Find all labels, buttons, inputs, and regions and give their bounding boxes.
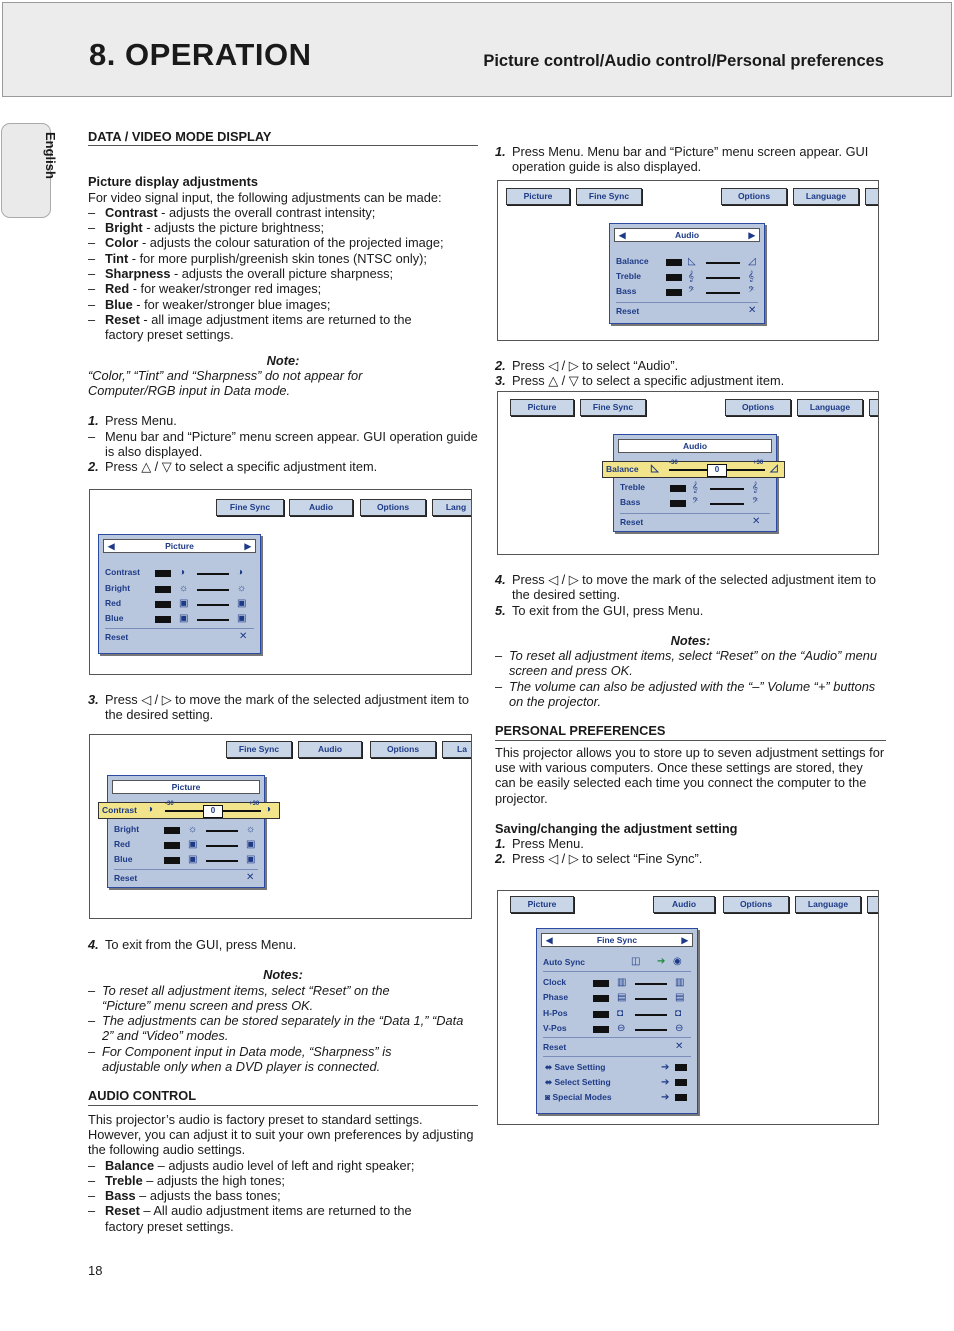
menu-item-select-setting: ⬌ Select Setting — [545, 1077, 611, 1087]
tab-picture: Picture — [506, 188, 570, 205]
arrow-right-icon: ➔ — [661, 1062, 670, 1073]
bright-icon: ☼ — [179, 583, 189, 594]
adjust-item: – Tint - for more purplish/greenish skin tones (NTSC only); — [88, 251, 478, 266]
menu-item-treble: Treble — [620, 482, 646, 492]
adjust-item: – Blue - for weaker/stronger blue images; — [88, 297, 478, 312]
note-item: – For Component input in Data mode, “Sharpness” is adjustable only when a DVD player is connected. — [88, 1044, 478, 1075]
subheading-saving: Saving/changing the adjustment setting — [495, 820, 738, 836]
menu-header: ◀ Audio ▶ — [614, 228, 760, 242]
page-number: 18 — [88, 1263, 103, 1278]
menu-item-blue: Blue — [114, 854, 133, 864]
tab-language: Lang — [432, 499, 472, 516]
p-step-2: 2. Press ◁ / ▷ to select “Fine Sync”. — [495, 851, 703, 867]
menu-item-phase: Phase — [543, 992, 569, 1002]
tab-picture: Picture — [510, 399, 574, 416]
fine-sync-menu — [536, 928, 698, 1114]
arrow-right-icon: ➔ — [657, 956, 666, 967]
tab-picture: Picture — [510, 896, 574, 913]
audio-item: – Treble – adjusts the high tones; — [88, 1173, 478, 1188]
contrast-icon: ◑ — [179, 567, 186, 578]
menu-header: Picture — [112, 780, 260, 794]
save-icon: ⬌ — [545, 1062, 555, 1072]
menu-item-reset: Reset — [105, 632, 129, 642]
audio-menu — [613, 434, 777, 532]
note-item: – To reset all adjustment items, select “Reset” on the “Picture” menu screen and press OK. — [88, 983, 478, 1014]
menu-item-special-modes: ◙ Special Modes — [545, 1092, 612, 1102]
red-icon: ▣ — [237, 598, 247, 609]
adjust-item: – Bright - adjusts the picture brightness; — [88, 220, 478, 235]
tab-extra — [865, 188, 879, 205]
section-personal-preferences: PERSONAL PREFERENCES — [495, 723, 886, 740]
step-3: 3. Press ◁ / ▷ to move the mark of the selected adjustment item to the desired setting. — [88, 692, 469, 723]
hpos-icon: ◘ — [675, 1008, 682, 1019]
tab-options: Options — [370, 741, 436, 758]
audio-menu — [609, 223, 765, 324]
hpos-icon: ◘ — [617, 1008, 624, 1019]
tab-language: Language — [795, 896, 861, 913]
menu-item-hpos: H-Pos — [543, 1008, 568, 1018]
treble-icon: 𝄞 — [692, 482, 698, 493]
tab-extra — [869, 399, 879, 416]
auto-sync-icon: ◫ — [631, 956, 641, 967]
red-icon: ▣ — [246, 839, 256, 850]
menu-header: Audio — [618, 439, 772, 453]
blue-icon: ▣ — [237, 613, 247, 624]
vpos-icon: ⊖ — [675, 1023, 684, 1034]
r-step-1: 1. Press Menu. Menu bar and “Picture” menu screen appear. GUI operation guide is also displayed. — [495, 144, 869, 175]
menu-item-red: Red — [114, 839, 131, 849]
intro-text: For video signal input, the following adjustments can be made: — [88, 189, 442, 205]
arrow-right-icon: ➔ — [661, 1077, 670, 1088]
menu-item-auto-sync: Auto Sync — [543, 957, 586, 967]
screenshot-picture-menu — [89, 489, 472, 675]
close-icon: ✕ — [239, 631, 248, 642]
clock-icon: ▥ — [675, 977, 685, 988]
adjust-item: – Color - adjusts the colour saturation of the projected image; — [88, 235, 478, 250]
menu-item-bass: Bass — [620, 497, 641, 507]
adjust-item: – Red - for weaker/stronger red images; — [88, 281, 478, 296]
close-icon: ✕ — [752, 516, 761, 527]
step-2: 2. Press △ / ▽ to select a specific adjustment item. — [88, 459, 378, 475]
menu-item-treble: Treble — [616, 271, 642, 281]
tab-fine-sync: Fine Sync — [226, 741, 292, 758]
slider-value: 0 — [707, 464, 727, 477]
tab-options: Options — [725, 399, 791, 416]
picture-menu — [98, 534, 261, 654]
step-4: 4. To exit from the GUI, press Menu. — [88, 937, 297, 952]
tab-audio: Audio — [298, 741, 362, 758]
menu-item-contrast: Contrast — [105, 567, 140, 577]
note-text: “Color,” “Tint” and “Sharpness” do not appear for Computer/RGB input in Data mode. — [88, 367, 363, 399]
balance-icon: ◺ — [651, 463, 659, 474]
red-icon: ▣ — [188, 839, 198, 850]
menu-header: ◀ Picture ▶ — [103, 539, 256, 553]
pp-text: This projector allows you to store up to seven adjustment settings for use with various computers. Once these settings are stored, they can be easily selected each time you connect the computer to the projector. — [495, 744, 885, 806]
r-step-2: 2. Press ◁ / ▷ to select “Audio”. — [495, 358, 679, 373]
tab-language: Language — [797, 399, 863, 416]
page-header — [2, 2, 952, 97]
page-title: 8. OPERATION — [89, 37, 312, 72]
menu-item-bright: Bright — [105, 583, 131, 593]
language-tab — [1, 123, 58, 218]
screenshot-balance-slider — [497, 391, 879, 555]
auto-sync-icon: ◉ — [673, 956, 682, 967]
menu-item-reset: Reset — [543, 1042, 567, 1052]
tab-fine-sync: Fine Sync — [216, 499, 284, 516]
bright-icon: ☼ — [188, 824, 198, 835]
page-subtitle: Picture control/Audio control/Personal preferences — [483, 52, 884, 70]
notes-title: Notes: — [263, 967, 303, 983]
treble-icon: 𝄞 — [688, 271, 694, 282]
tab-language: Language — [793, 188, 859, 205]
tab-fine-sync: Fine Sync — [580, 399, 646, 416]
screenshot-contrast-slider — [89, 734, 472, 919]
left-text-2 — [88, 937, 478, 1234]
close-icon: ✕ — [246, 872, 255, 883]
menu-item-save-setting: ⬌ Save Setting — [545, 1062, 606, 1072]
subheading-picture-adjust: Picture display adjustments — [88, 174, 258, 190]
slider-value: 0 — [203, 805, 223, 818]
note-item: – The adjustments can be stored separately in the “Data 1,” “Data 2” and “Video” modes. — [88, 1013, 478, 1044]
right-step-1 — [495, 144, 886, 175]
balance-slider-row: Balance ◺ -30 +30 0 ◿ — [602, 461, 785, 478]
menu-header: ◀ Fine Sync ▶ — [541, 933, 693, 947]
menu-item-clock: Clock — [543, 977, 567, 987]
bass-icon: 𝄢 — [752, 497, 759, 508]
language-tab-label: English — [43, 132, 58, 179]
contrast-icon: ◑ — [147, 804, 154, 815]
r-step-4: 4. Press ◁ / ▷ to move the mark of the selected adjustment item to the desired setting. — [495, 572, 876, 603]
tab-audio: Audio — [653, 896, 715, 913]
tab-audio: Audio — [289, 499, 353, 516]
right-text-2 — [495, 572, 886, 867]
menu-item-blue: Blue — [105, 613, 124, 623]
left-text-1 — [88, 129, 478, 475]
adjust-item: – Contrast - adjusts the overall contrast intensity; — [88, 205, 478, 220]
vpos-icon: ⊖ — [617, 1023, 626, 1034]
special-icon: ◙ — [545, 1092, 553, 1102]
menu-item-reset: Reset — [616, 306, 640, 316]
picture-menu — [107, 775, 265, 888]
blue-icon: ▣ — [246, 854, 256, 865]
step-1-detail: – Menu bar and “Picture” menu screen appear. GUI operation guide is also displayed. — [88, 429, 478, 460]
blue-icon: ▣ — [179, 613, 189, 624]
screenshot-audio-menu — [497, 180, 879, 341]
menu-item-reset: Reset — [114, 873, 138, 883]
balance-icon: ◿ — [748, 256, 756, 267]
close-icon: ✕ — [748, 305, 757, 316]
balance-icon: ◺ — [688, 256, 696, 267]
clock-icon: ▥ — [617, 977, 627, 988]
adjust-item: – Sharpness - adjusts the overall picture sharpness; — [88, 266, 478, 281]
audio-intro: This projector’s audio is factory preset to standard settings. However, you can adjust it to suit your own preferences by adjusting the following audio settings. — [88, 1111, 474, 1158]
treble-icon: 𝄞 — [748, 271, 754, 282]
note-title: Note: — [266, 352, 300, 368]
tab-fine-sync: Fine Sync — [576, 188, 642, 205]
section-audio-control: AUDIO CONTROL — [88, 1088, 478, 1105]
menu-item-vpos: V-Pos — [543, 1023, 567, 1033]
audio-item: – Bass – adjusts the bass tones; — [88, 1188, 478, 1203]
tab-options: Options — [721, 188, 787, 205]
contrast-icon: ◑ — [265, 804, 272, 815]
screenshot-fine-sync-menu — [497, 890, 879, 1125]
bass-icon: 𝄢 — [748, 286, 755, 297]
close-icon: ✕ — [675, 1041, 684, 1052]
bright-icon: ☼ — [246, 824, 256, 835]
left-step-3 — [88, 692, 478, 723]
bass-icon: 𝄢 — [692, 497, 699, 508]
tab-options: Options — [360, 499, 426, 516]
step-1: 1. Press Menu. — [88, 413, 177, 429]
red-icon: ▣ — [179, 598, 189, 609]
contrast-icon: ◑ — [237, 567, 244, 578]
tab-extra — [867, 896, 879, 913]
audio-item: – Reset – All audio adjustment items are returned to the factory preset settings. — [88, 1203, 478, 1234]
menu-item-red: Red — [105, 598, 122, 608]
balance-icon: ◿ — [770, 463, 778, 474]
p-step-1: 1. Press Menu. — [495, 836, 584, 852]
r-step-5: 5. To exit from the GUI, press Menu. — [495, 602, 704, 618]
audio-item: – Balance – adjusts audio level of left and right speaker; — [88, 1158, 478, 1173]
phase-icon: ▤ — [617, 992, 627, 1003]
menu-item-bright: Bright — [114, 824, 140, 834]
section-data-video: DATA / VIDEO MODE DISPLAY — [88, 129, 478, 146]
tab-options: Options — [723, 896, 789, 913]
blue-icon: ▣ — [188, 854, 198, 865]
note-item: – The volume can also be adjusted with the “–” Volume “+” buttons on the projector. — [495, 679, 886, 710]
select-icon: ⬌ — [545, 1077, 555, 1087]
adjust-item: – Reset - all image adjustment items are returned to the factory preset settings. — [88, 312, 478, 343]
bass-icon: 𝄢 — [688, 286, 695, 297]
phase-icon: ▤ — [675, 992, 685, 1003]
r-step-3: 3. Press △ / ▽ to select a specific adjustment item. — [495, 373, 785, 389]
notes-title: Notes: — [670, 632, 711, 648]
arrow-right-icon: ➔ — [661, 1092, 670, 1103]
menu-item-reset: Reset — [620, 517, 644, 527]
menu-item-bass: Bass — [616, 286, 637, 296]
menu-item-balance: Balance — [616, 256, 649, 266]
right-steps-2-3 — [495, 358, 886, 389]
bright-icon: ☼ — [237, 583, 247, 594]
note-item: – To reset all adjustment items, select “Reset” on the “Audio” menu screen and press OK. — [495, 648, 886, 679]
contrast-slider-row: Contrast ◑ -30 +30 0 ◑ — [98, 802, 280, 819]
tab-language: La — [442, 741, 472, 758]
treble-icon: 𝄞 — [752, 482, 758, 493]
